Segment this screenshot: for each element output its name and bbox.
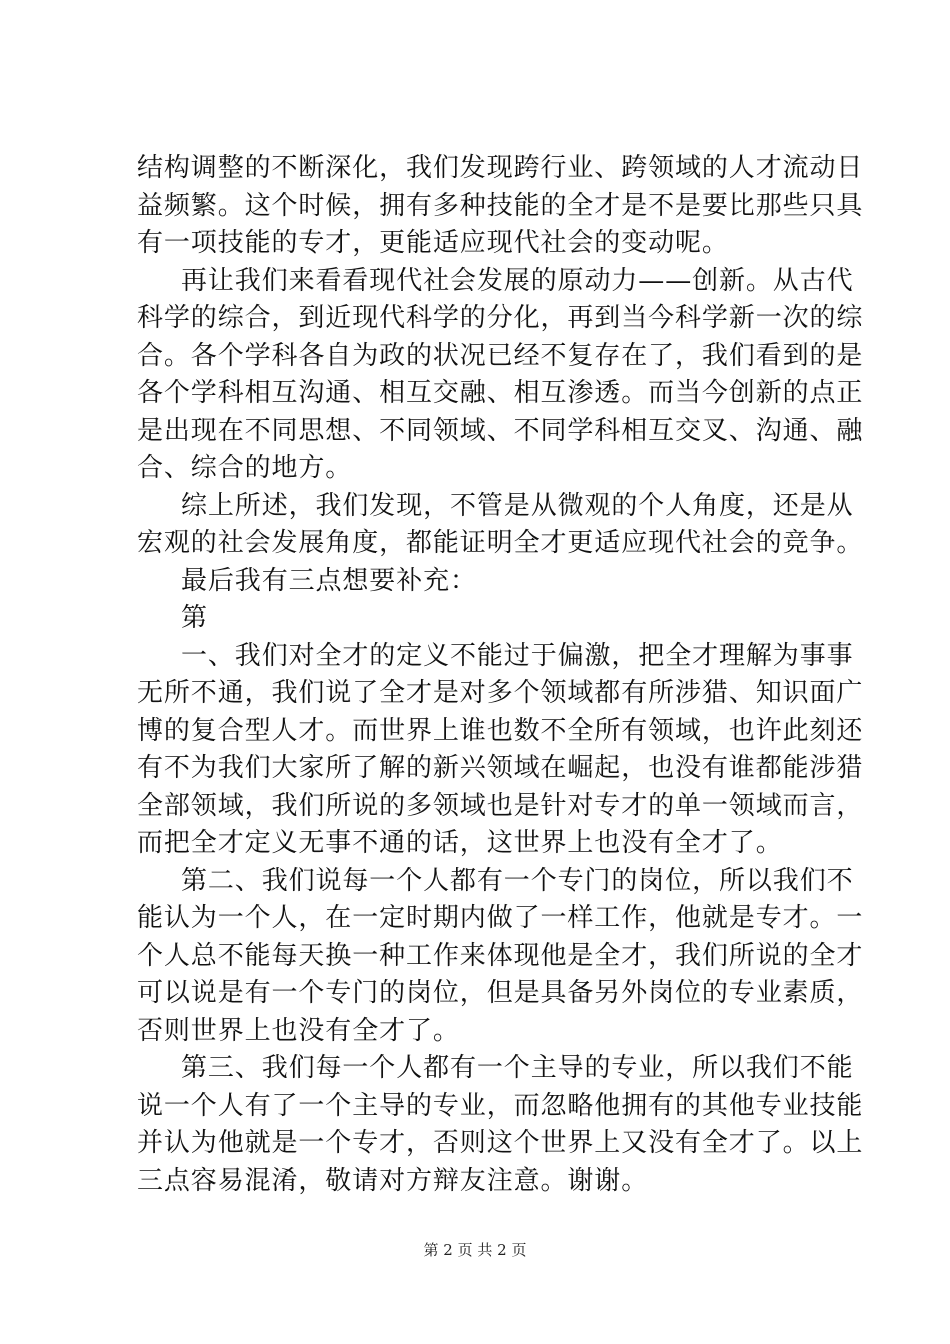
text-line: 无所不通，我们说了全才是对多个领域都有所涉猎、知识面广: [137, 678, 864, 708]
text-line: 各个学科相互沟通、相互交融、相互渗透。而当今创新的点正: [137, 378, 864, 408]
text-line: 有不为我们大家所了解的新兴领域在崛起，也没有谁都能涉猎: [137, 753, 864, 783]
text-line: 说一个人有了一个主导的专业，而忽略他拥有的其他专业技能: [137, 1090, 864, 1121]
text-line: 第三、我们每一个人都有一个主导的专业，所以我们不能: [181, 1053, 854, 1083]
text-line: 合。各个学科各自为政的状况已经不复存在了，我们看到的是: [137, 340, 864, 371]
text-line: 全部领域，我们所说的多领域也是针对专才的单一领域而言，: [137, 790, 864, 821]
text-line: 第二、我们说每一个人都有一个专门的岗位，所以我们不: [181, 865, 854, 896]
text-line: 博的复合型人才。而世界上谁也数不全所有领域，也许此刻还: [137, 715, 864, 746]
text-line: 再让我们来看看现代社会发展的原动力——创新。从古代: [181, 265, 854, 296]
text-line: 益频繁。这个时候，拥有多种技能的全才是不是要比那些只具: [137, 190, 864, 221]
text-line: 科学的综合，到近现代科学的分化，再到当今科学新一次的综: [137, 303, 864, 333]
text-line: 最后我有三点想要补充：: [181, 565, 477, 596]
page-number-footer: 第 2 页 共 2 页: [423, 1241, 527, 1259]
text-line: 三点容易混淆，敬请对方辩友注意。谢谢。: [137, 1165, 649, 1196]
text-line: 可以说是有一个专门的岗位，但是具备另外岗位的专业素质，: [137, 978, 864, 1008]
text-line: 并认为他就是一个专才，否则这个世界上又没有全才了。以上: [137, 1128, 864, 1158]
text-line: 个人总不能每天换一种工作来体现他是全才，我们所说的全才: [137, 940, 864, 971]
text-line: 合、综合的地方。: [137, 453, 353, 483]
text-line: 结构调整的不断深化，我们发现跨行业、跨领域的人才流动日: [137, 153, 864, 183]
text-line: 是出现在不同思想、不同领域、不同学科相互交叉、沟通、融: [137, 415, 864, 446]
text-line: 能认为一个人，在一定时期内做了一样工作，他就是专才。一: [137, 903, 864, 933]
text-line: 宏观的社会发展角度，都能证明全才更适应现代社会的竞争。: [137, 528, 864, 558]
text-line: 一、我们对全才的定义不能过于偏激，把全才理解为事事: [181, 640, 854, 671]
text-line: 第: [181, 603, 208, 633]
text-line: 否则世界上也没有全才了。: [137, 1015, 460, 1046]
text-line: 而把全才定义无事不通的话，这世界上也没有全才了。: [137, 828, 783, 858]
text-line: 有一项技能的专才，更能适应现代社会的变动呢。: [137, 228, 729, 258]
text-line: 综上所述，我们发现，不管是从微观的个人角度，还是从: [181, 490, 854, 521]
body-text: [137, 150, 864, 1200]
